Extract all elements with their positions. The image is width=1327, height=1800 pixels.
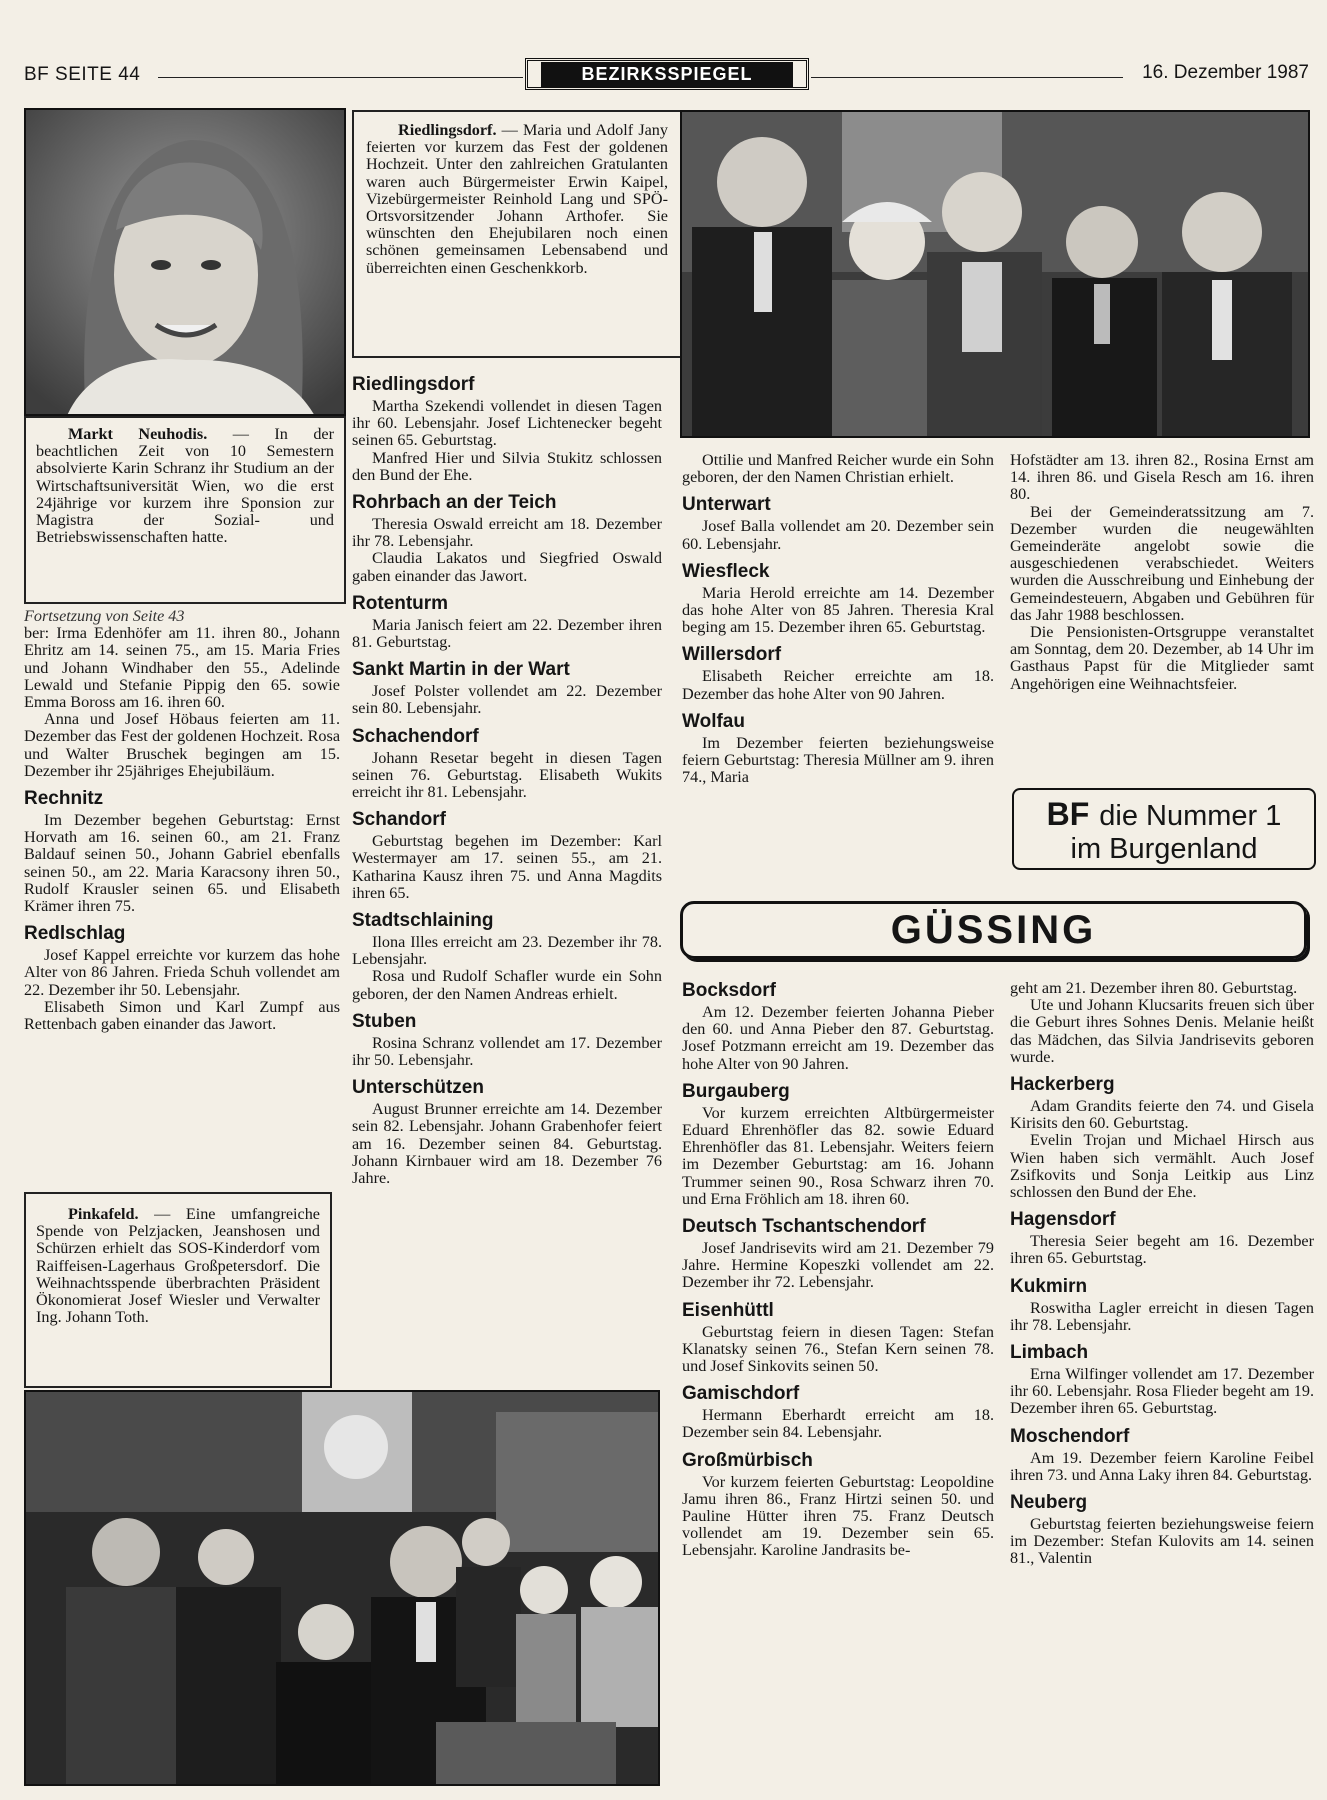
section-title-box xyxy=(525,58,809,90)
wiesfleck-text: Maria Herold erreichte am 14. Dezember das hohe Alter von 85 Jahren. Theresia Kral beging am 15. Dezember ihren 65. Geburtstag. xyxy=(682,583,994,637)
limbach-text: Erna Wilfinger vollendet am 17. Dezember ihr 60. Lebensjahr. Rosa Flieder begeht am 19. Dezember ihren 65. Geburtstag. xyxy=(1010,1365,1314,1418)
riedlingsdorf-jubilee-article xyxy=(352,110,682,358)
riedlingsdorf-box-lead: Riedlingsdorf. xyxy=(398,121,497,139)
schandorf-text: Geburtstag begehen im Dezember: Karl Westermayer am 17. seinen 55., am 21. Katharina Kausz ihren 75. und Anna Magdits ihren 65. xyxy=(352,832,662,902)
pinkafeld-lead: Pinkafeld. xyxy=(68,1205,139,1223)
riedlingsdorf-text-1: Martha Szekendi vollendet in diesen Tagen ihr 60. Lebensjahr. Josef Lichtenecker begeht seinen 65. Geburtstag. xyxy=(352,397,662,450)
portrait-photo xyxy=(24,108,346,416)
heading-limbach: Limbach xyxy=(1010,1342,1089,1364)
heading-neuberg: Neuberg xyxy=(1010,1492,1088,1514)
heading-gamischdorf: Gamischdorf xyxy=(682,1383,800,1405)
riedlingsdorf-box-text: — Maria und Adolf Jany feierten vor kurzem das Fest der goldenen Hochzeit. Unter den zahlreichen Gratulanten waren auch Bürgermeister Erwin Kaipel, Vizebürgermeister Reinhold Lang und SPÖ-Ortsvorsitzender Johann Arthofer. Sie wünschten den Ehejubilaren noch einen schönen gemeinsamen Lebensabend und überreichten einen Geschenkkorb. xyxy=(366,121,668,277)
page-label: BF SEITE 44 xyxy=(24,64,141,85)
heading-unterschuetzen: Unterschützen xyxy=(352,1077,484,1099)
col4-paragraph-2: Bei der Gemeinderatssitzung am 7. Dezember wurden die neugewählten Gemeinderäte angelobt sowie die ausgeschiedenen verabschiedet. Weiters wurden die Ausschreibung und Einhebung der Gemeindesteuern, Abgaben und Gebühren für das Jahr 1988 beschlossen. xyxy=(1010,502,1314,624)
heading-schachendorf: Schachendorf xyxy=(352,725,479,747)
group-photo-jany xyxy=(680,110,1310,438)
issue-date: 16. Dezember 1987 xyxy=(1142,62,1309,83)
heading-rechnitz: Rechnitz xyxy=(24,788,104,810)
burgauberg-text: Vor kurzem erreichten Altbürgermeister Eduard Ehrenhöfler das 82. sowie Eduard Ehrenhöfler das 81. Lebensjahr. Weiters feiern im Dezember Geburtstag: am 16. Johann Trummer seinen 90., Rosa Schwarz ihren 70. und Erna Fröhlich am 18. ihren 60. xyxy=(682,1103,994,1208)
col1-paragraph-2: Anna und Josef Höbaus feierten am 11. Dezember das Fest der goldenen Hochzeit. Rosa und Walter Bruschek begingen am 15. Dezember ihr 25jähriges Ehejubiläum. xyxy=(24,710,340,780)
heading-redlschlag: Redlschlag xyxy=(24,923,126,945)
neuberg-text: Geburtstag feierten beziehungsweise feiern im Dezember: Stefan Kulovits am 14. seinen 81., Valentin xyxy=(1010,1515,1314,1568)
stadtschlaining-text-2: Rosa und Rudolf Schafler wurde ein Sohn geboren, der den Namen Andreas erhielt. xyxy=(352,967,662,1003)
ad-line-1: die Nummer 1 xyxy=(1099,800,1282,832)
rotenturm-text: Maria Janisch feiert am 22. Dezember ihren 81. Geburtstag. xyxy=(352,615,662,652)
heading-sankt-martin: Sankt Martin in der Wart xyxy=(352,659,570,681)
heading-rohrbach: Rohrbach an der Teich xyxy=(352,492,557,514)
column-4 xyxy=(1010,452,1314,693)
header-rule-right xyxy=(811,77,1123,78)
heading-burgauberg: Burgauberg xyxy=(682,1080,790,1102)
heading-bocksdorf: Bocksdorf xyxy=(682,980,776,1001)
sankt-martin-text: Josef Polster vollendet am 22. Dezember sein 80. Lebensjahr. xyxy=(352,682,662,718)
heading-kukmirn: Kukmirn xyxy=(1010,1275,1088,1297)
rohrbach-text-2: Claudia Lakatos und Siegfried Oswald gaben einander das Jawort. xyxy=(352,549,662,585)
heading-unterwart: Unterwart xyxy=(682,494,771,516)
heading-rotenturm: Rotenturm xyxy=(352,592,449,614)
continuation-note: Fortsetzung von Seite 43 xyxy=(24,607,185,625)
stuben-text: Rosina Schranz vollendet am 17. Dezember ihr 50. Lebensjahr. xyxy=(352,1033,662,1070)
grossmuerbisch-text: Vor kurzem feierten Geburtstag: Leopoldine Jamu ihren 86., Franz Hirtzi seinen 50. und Pauline Hütter ihren 75. Franz Deutsch vollendet am 19. Dezember sein 65. Lebensjahr. Karoline Jandrasits be- xyxy=(682,1472,994,1560)
heading-moschendorf: Moschendorf xyxy=(1010,1425,1130,1447)
unterwart-text: Josef Balla vollendet am 20. Dezember sein 60. Lebensjahr. xyxy=(682,517,994,553)
column-3 xyxy=(682,452,994,786)
riedlingsdorf-text-2: Manfred Hier und Silvia Stukitz schlossen den Bund der Ehe. xyxy=(352,448,662,484)
markt-neuhodis-text: — In der beachtlichen Zeit von 10 Semestern absolvierte Karin Schranz ihr Studium an der Wirtschaftsuniversität Wien, wo die erst 24jährige vor kurzem ihre Sponsion zur Magistra der Sozial- und Betriebswissenschaften hatte. xyxy=(36,425,334,547)
markt-neuhodis-lead: Markt Neuhodis. xyxy=(68,425,208,443)
guessing-section-title: GÜSSING xyxy=(680,901,1307,959)
redlschlag-text-1: Josef Kappel erreichte vor kurzem das hohe Alter von 86 Jahren. Frieda Schuh vollendet am 22. Dezember ihr 50. Lebensjahr. xyxy=(24,946,340,999)
header-rule-left xyxy=(158,77,523,78)
bocksdorf-text: Am 12. Dezember feierten Johanna Pieber den 60. und Anna Pieber den 87. Geburtstag. Josef Potzmann erreicht am 19. Dezember das hohe Alter von 90 Jahren. xyxy=(682,1003,994,1073)
hackerberg-text-2: Evelin Trojan und Michael Hirsch aus Wien haben sich vermählt. Auch Josef Zsifkovits und Sonja Leitkip aus Linz schlossen den Bund der Ehe. xyxy=(1010,1131,1314,1202)
col1-paragraph-1: ber: Irma Edenhöfer am 11. ihren 80., Johann Ehritz am 14. seinen 75., am 15. Maria Fries und Johann Windhaber den 55., Adelinde Lewald und Stefanie Pippig den 65. sowie Emma Boross am 16. ihren 60. xyxy=(24,624,340,712)
unterschuetzen-text: August Brunner erreichte am 14. Dezember sein 82. Lebensjahr. Johann Grabenhofer feiert am 16. Dezember seinen 84. Geburtstag. Johann Kirnbauer wird am 18. Dezember 76 Jahre. xyxy=(352,1100,662,1188)
col6-paragraph-2: Ute und Johann Klucsarits freuen sich über die Geburt ihres Sohnes Denis. Melanie heißt das Mädchen, das Silvia Jandrisevits geboren wurde. xyxy=(1010,996,1314,1066)
kukmirn-text: Roswitha Lagler erreicht in diesen Tagen ihr 78. Lebensjahr. xyxy=(1010,1298,1314,1334)
rohrbach-text-1: Theresia Oswald erreicht am 18. Dezember ihr 78. Lebensjahr. xyxy=(352,515,662,551)
pinkafeld-text: — Eine umfangreiche Spende von Pelzjacken, Jeanshosen und Schürzen erhielt das SOS-Kinderdorf vom Raiffeisen-Lagerhaus Großpetersdorf. Die Weihnachtsspende überbrachten Präsident Ökonomierat Josef Wiesler und Verwalter Ing. Johann Toth. xyxy=(36,1205,320,1327)
heading-hagensdorf: Hagensdorf xyxy=(1010,1209,1116,1231)
heading-grossmuerbisch: Großmürbisch xyxy=(682,1449,813,1471)
gamischdorf-text: Hermann Eberhardt erreicht am 18. Dezember sein 84. Lebensjahr. xyxy=(682,1406,994,1442)
markt-neuhodis-article xyxy=(24,416,346,604)
redlschlag-text-2: Elisabeth Simon und Karl Zumpf aus Rettenbach gaben einander das Jawort. xyxy=(24,997,340,1034)
col3-paragraph-1: Ottilie und Manfred Reicher wurde ein Sohn geboren, der den Namen Christian erhielt. xyxy=(682,451,994,487)
wolfau-text: Im Dezember feierten beziehungsweise feiern Geburtstag: Theresia Müllner am 9. ihren 74., Maria xyxy=(682,733,994,787)
heading-schandorf: Schandorf xyxy=(352,809,446,831)
heading-wiesfleck: Wiesfleck xyxy=(682,560,770,582)
hagensdorf-text: Theresia Seier begeht am 16. Dezember ihren 65. Geburtstag. xyxy=(1010,1232,1314,1268)
heading-wolfau: Wolfau xyxy=(682,710,745,732)
column-5 xyxy=(682,980,994,1560)
section-title: BEZIRKSSPIEGEL xyxy=(541,62,792,87)
willersdorf-text: Elisabeth Reicher erreichte am 18. Dezember das hohe Alter von 90 Jahren. xyxy=(682,667,994,703)
heading-riedlingsdorf: Riedlingsdorf xyxy=(352,374,475,395)
bf-advertisement xyxy=(1012,788,1316,870)
deutsch-tschantschendorf-text: Josef Jandrisevits wird am 21. Dezember 79 Jahre. Hermine Kopeszki vollendet am 22. Dezember ihr 72. Lebensjahr. xyxy=(682,1239,994,1292)
schachendorf-text: Johann Resetar begeht in diesen Tagen seinen 76. Geburtstag. Elisabeth Wukits erreicht ihr 81. Lebensjahr. xyxy=(352,748,662,802)
stadtschlaining-text-1: Ilona Illes erreicht am 23. Dezember ihr 78. Lebensjahr. xyxy=(352,933,662,969)
moschendorf-text: Am 19. Dezember feiern Karoline Feibel ihren 73. und Anna Laky ihren 84. Geburtstag. xyxy=(1010,1448,1314,1484)
col4-paragraph-1: Hofstädter am 13. ihren 82., Rosina Ernst am 14. ihren 86. und Gisela Resch am 16. ihren 80. xyxy=(1010,451,1314,504)
column-6 xyxy=(1010,980,1314,1568)
heading-hackerberg: Hackerberg xyxy=(1010,1074,1115,1096)
group-photo-pinkafeld xyxy=(24,1390,660,1786)
column-2 xyxy=(352,374,662,1187)
heading-stuben: Stuben xyxy=(352,1010,417,1032)
col6-paragraph-1: geht am 21. Dezember ihren 80. Geburtstag. xyxy=(1010,979,1298,997)
heading-deutsch-tschantschendorf: Deutsch Tschantschendorf xyxy=(682,1216,926,1238)
bf-logo: BF xyxy=(1046,796,1090,832)
pinkafeld-article xyxy=(24,1192,332,1388)
heading-willersdorf: Willersdorf xyxy=(682,644,782,666)
ad-line-2: im Burgenland xyxy=(1070,833,1258,865)
heading-stadtschlaining: Stadtschlaining xyxy=(352,910,494,932)
eisenhuettl-text: Geburtstag feiern in diesen Tagen: Stefan Klanatsky seinen 76., Stefan Kern seinen 78. und Josef Sinkovits seinen 50. xyxy=(682,1322,994,1376)
col4-paragraph-3: Die Pensionisten-Ortsgruppe veranstaltet am Sonntag, dem 20. Dezember, ab 14 Uhr im Gasthaus Papst für die Mitglieder samt Angehörigen eine Weihnachtsfeier. xyxy=(1010,623,1314,693)
heading-eisenhuettl: Eisenhüttl xyxy=(682,1299,774,1321)
column-1 xyxy=(24,608,340,1033)
hackerberg-text-1: Adam Grandits feierte den 74. und Gisela Kirisits den 60. Geburtstag. xyxy=(1010,1097,1314,1133)
rechnitz-text: Im Dezember begehen Geburtstag: Ernst Horvath am 16. seinen 60., am 21. Franz Baldauf seinen 50., Johann Gabriel ebenfalls seinen 50., am 22. Maria Karacsony ihren 50., Rudolf Krausler seinen 65. und Elisabeth Krämer ihren 75. xyxy=(24,811,340,916)
